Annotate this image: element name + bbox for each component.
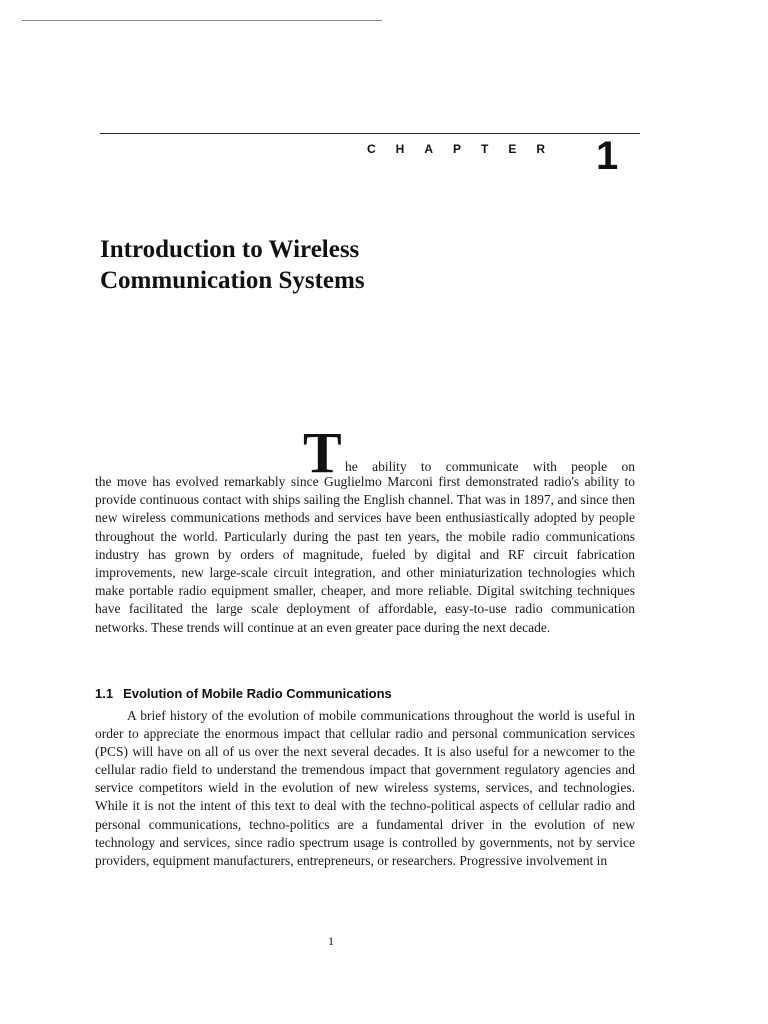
section-number: 1.1 xyxy=(95,686,114,701)
page-number: 1 xyxy=(328,934,334,948)
chapter-title xyxy=(100,234,620,296)
drop-cap: T xyxy=(303,420,342,485)
section-title: Evolution of Mobile Radio Communications xyxy=(123,686,392,701)
chapter-title-line-2: Communication Systems xyxy=(100,267,365,294)
chapter-title-line-1: Introduction to Wireless xyxy=(100,236,360,263)
top-rule xyxy=(22,20,382,21)
section-heading xyxy=(95,686,392,701)
chapter-rule xyxy=(100,133,640,134)
intro-first-line: he ability to communicate with people on xyxy=(345,459,635,474)
chapter-label: CHAPTER xyxy=(367,142,566,156)
chapter-number: 1 xyxy=(596,134,619,178)
intro-paragraph: the move has evolved remarkably since Guglielmo Marconi first demonstrated radio's ability to provide continuous contact with ships sailing the English channel. That was in 1897, and since then new wireless communications methods and services have been enthusiastically adopted by people throughout the world. Particularly during the past ten years, the mobile radio communications industry has grown by orders of magnitude, fueled by digital and RF circuit fabrication improvements, new large-scale circuit integration, and other miniaturization technologies which make portable radio equipment smaller, cheaper, and more reliable. Digital switching techniques have facilitated the large scale deployment of affordable, easy-to-use radio communication networks. These trends will continue at an even greater pace during the next decade. xyxy=(95,474,635,635)
section-paragraph: A brief history of the evolution of mobile communications throughout the world is useful in order to appreciate the enormous impact that cellular radio and personal communication services (PCS) will have on all of us over the next several decades. It is also useful for a newcomer to the cellular radio field to understand the tremendous impact that government regulatory agencies and service competitors wield in the evolution of new wireless systems, services, and technologies. While it is not the intent of this text to deal with the techno-political aspects of cellular radio and personal communications, techno-politics are a fundamental driver in the evolution of new technology and services, since radio spectrum usage is controlled by governments, not by service providers, equipment manufacturers, entrepreneurs, or researchers. Progressive involvement in xyxy=(95,708,635,868)
